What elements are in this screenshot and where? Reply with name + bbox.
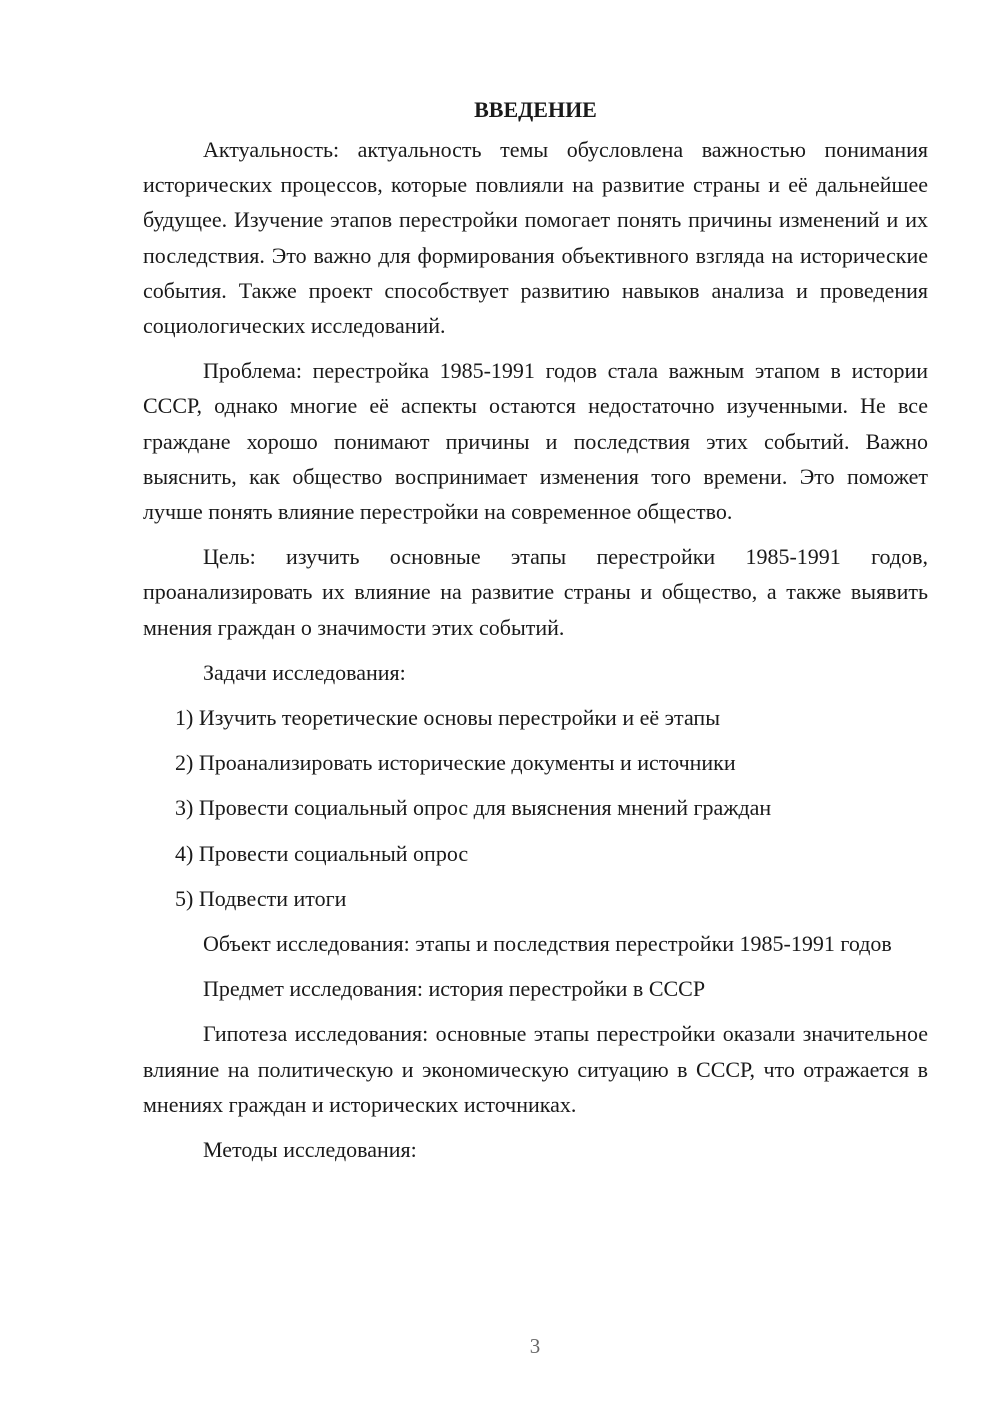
- hypothesis-paragraph: Гипотеза исследования: основные этапы перестройки оказали значительное влияние на политическую и экономическую ситуацию в СССР, что отражается в мнениях граждан и исторических источниках.: [143, 1021, 928, 1117]
- list-item: 2) Проанализировать исторические документы и источники: [175, 750, 736, 776]
- list-item: 4) Провести социальный опрос: [175, 840, 469, 866]
- methods-heading: Методы исследования:: [203, 1137, 417, 1163]
- list-item: 1) Изучить теоретические основы перестройки и её этапы: [175, 705, 720, 731]
- subject-paragraph: Предмет исследования: история перестройки в СССР: [203, 976, 706, 1002]
- goal-paragraph: Цель: изучить основные этапы перестройки 1985-1991 годов, проанализировать их влияние на развитие страны и общество, а также выявить мнения граждан о значимости этих событий.: [143, 544, 928, 640]
- tasks-list: [143, 700, 928, 916]
- page-title: ВВЕДЕНИЕ: [474, 97, 597, 122]
- list-item: 3) Провести социальный опрос для выяснения мнений граждан: [175, 795, 772, 821]
- page-number: 3: [529, 1334, 541, 1358]
- tasks-heading: Задачи исследования:: [203, 659, 406, 685]
- problem-paragraph: Проблема: перестройка 1985-1991 годов стала важным этапом в истории СССР, однако многие её аспекты остаются недостаточно изученными. Не все граждане хорошо понимают причины и последствия этих событий. Важно выяснить, как общество воспринимает изменения того времени. Это поможет лучше понять влияние перестройки на современное общество.: [143, 358, 928, 525]
- relevance-paragraph: Актуальность: актуальность темы обусловлена важностью понимания исторических процессов, которые повлияли на развитие страны и её дальнейшее будущее. Изучение этапов перестройки помогает понять причины изменений и их последствия. Это важно для формирования объективного взгляда на исторические события. Также проект способствует развитию навыков анализа и проведения социологических исследований.: [143, 137, 928, 339]
- list-item: 5) Подвести итоги: [175, 885, 347, 911]
- object-paragraph: Объект исследования: этапы и последствия перестройки 1985-1991 годов: [203, 931, 892, 957]
- document-page: [143, 92, 928, 1177]
